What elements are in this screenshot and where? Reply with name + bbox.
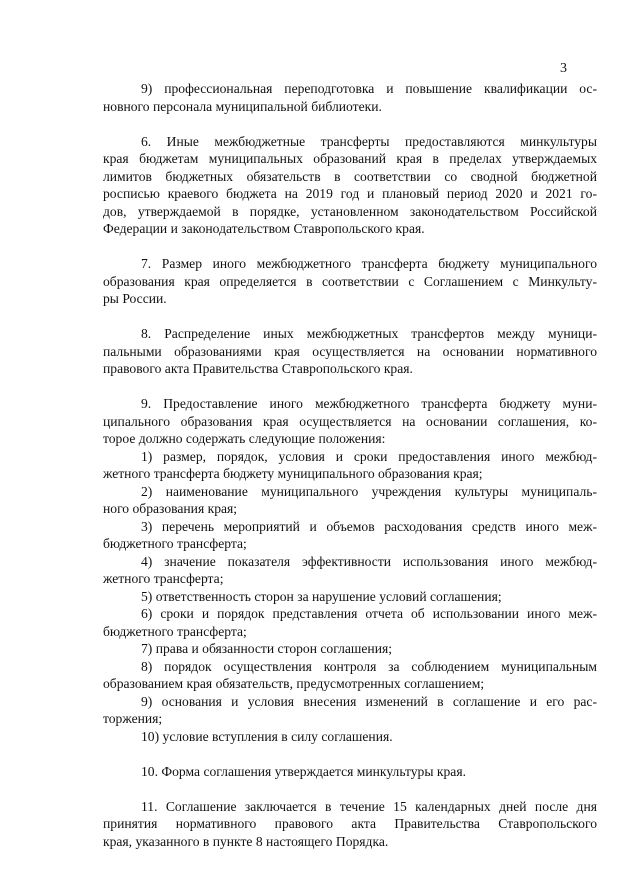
text-line: 6. Иные межбюджетные трансферты предоставляются минкультуры bbox=[141, 133, 597, 149]
paragraph bbox=[103, 763, 597, 781]
text-line: края, указанного в пункте 8 настоящего Порядка. bbox=[103, 833, 389, 849]
text-line: лимитов бюджетных обязательств в соответствии со сводной бюджетной bbox=[103, 168, 597, 184]
paragraph-spacer bbox=[103, 238, 597, 256]
text-line: 7. Размер иного межбюджетного трансферта бюджету муниципального bbox=[141, 256, 597, 271]
text-line: жетного трансферта; bbox=[103, 571, 224, 586]
text-line: Федерации и законодательством Ставропольского края. bbox=[103, 221, 425, 236]
paragraph-spacer bbox=[103, 115, 597, 133]
text-line: 9) основания и условия внесения изменений в соглашение и его рас- bbox=[141, 693, 597, 709]
text-line: 10) условие вступления в силу соглашения. bbox=[141, 728, 393, 744]
paragraph bbox=[103, 325, 597, 378]
text-line: 9) профессиональная переподготовка и повышение квалификации ос- bbox=[141, 81, 597, 96]
text-line: росписью краевого бюджета на 2019 год и плановый период 2020 и 2021 го- bbox=[103, 186, 597, 201]
text-line: 4) значение показателя эффективности использования иного межбюд- bbox=[141, 553, 597, 569]
text-line: ры России. bbox=[103, 291, 167, 306]
text-line: 3) перечень мероприятий и объемов расходования средств иного меж- bbox=[141, 518, 597, 534]
text-line: образования края определяется в соответствии с Соглашением с Минкульту- bbox=[103, 273, 597, 289]
paragraph bbox=[103, 133, 597, 238]
text-line: правового акта Правительства Ставропольского края. bbox=[103, 361, 413, 376]
text-line: новного персонала муниципальной библиотеки. bbox=[103, 98, 382, 114]
text-line: 10. Форма соглашения утверждается минкультуры края. bbox=[141, 763, 466, 779]
text-line: 2) наименование муниципального учреждения культуры муниципаль- bbox=[141, 483, 597, 499]
text-line: торжения; bbox=[103, 711, 163, 726]
paragraph bbox=[103, 255, 597, 308]
text-line: жетного трансферта бюджету муниципального образования края; bbox=[103, 466, 483, 481]
text-line: 1) размер, порядок, условия и сроки предоставления иного межбюд- bbox=[141, 448, 597, 464]
paragraph-spacer bbox=[103, 378, 597, 396]
text-line: края бюджетам муниципальных образований края в пределах утверждаемых bbox=[103, 151, 597, 166]
text-line: 6) сроки и порядок представления отчета об использовании иного меж- bbox=[141, 606, 597, 621]
paragraph bbox=[103, 395, 597, 745]
text-line: принятия нормативного правового акта Правительства Ставропольского bbox=[103, 816, 597, 831]
text-line: ципального образования края осуществляется на основании соглашения, ко- bbox=[103, 413, 597, 429]
text-line: образованием края обязательств, предусмотренных соглашением; bbox=[103, 676, 485, 691]
text-line: 5) ответственность сторон за нарушение условий соглашения; bbox=[141, 588, 502, 604]
text-line: дов, утверждаемой в порядке, установленном законодательством Российской bbox=[103, 203, 597, 219]
text-line: бюджетного трансферта; bbox=[103, 536, 247, 551]
paragraph-spacer bbox=[103, 780, 597, 798]
text-line: 8. Распределение иных межбюджетных трансфертов между муници- bbox=[141, 326, 597, 341]
paragraph-spacer bbox=[103, 308, 597, 326]
text-line: 9. Предоставление иного межбюджетного трансферта бюджету муни- bbox=[141, 396, 597, 411]
text-line: 11. Соглашение заключается в течение 15 календарных дней после дня bbox=[141, 798, 597, 814]
page-number: 3 bbox=[560, 61, 567, 76]
document-body bbox=[103, 80, 597, 850]
text-line: торое должно содержать следующие положения: bbox=[103, 431, 386, 446]
text-line: ного образования края; bbox=[103, 501, 238, 516]
paragraph bbox=[103, 798, 597, 851]
text-line: 7) права и обязанности сторон соглашения; bbox=[141, 641, 393, 656]
paragraph bbox=[103, 80, 597, 115]
paragraph-spacer bbox=[103, 745, 597, 763]
text-line: бюджетного трансферта; bbox=[103, 623, 247, 639]
text-line: пальными образованиями края осуществляется на основании нормативного bbox=[103, 343, 597, 359]
text-line: 8) порядок осуществления контроля за соблюдением муниципальным bbox=[141, 658, 597, 674]
